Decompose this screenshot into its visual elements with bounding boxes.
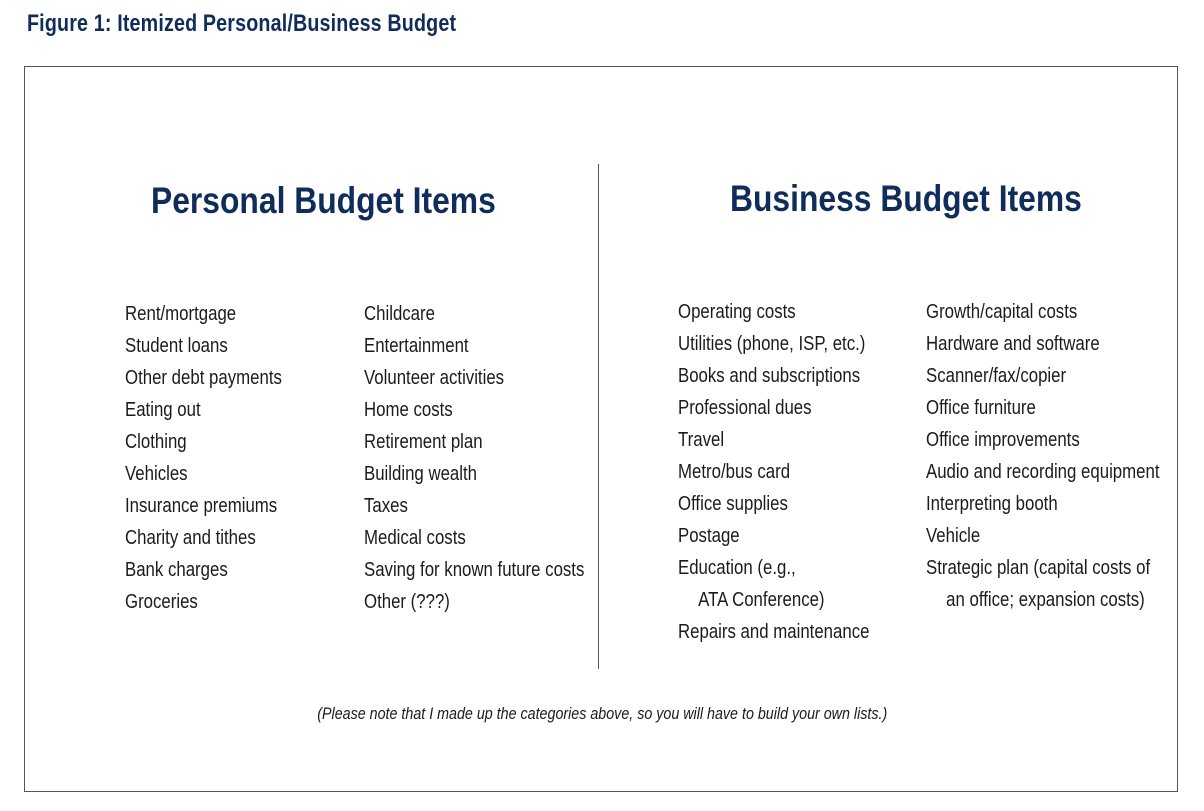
list-item: Vehicles	[125, 463, 188, 485]
list-item: Scanner/fax/copier	[926, 365, 1067, 387]
list-item: Audio and recording equipment	[926, 461, 1160, 483]
list-item: Metro/bus card	[678, 461, 791, 483]
list-item: Charity and tithes	[125, 527, 256, 549]
personal-heading: Personal Budget Items	[151, 180, 496, 221]
list-item: Saving for known future costs	[364, 559, 585, 581]
list-item: Interpreting booth	[926, 493, 1058, 515]
list-item: Growth/capital costs	[926, 301, 1078, 323]
list-item: ATA Conference)	[698, 589, 825, 611]
footnote-text: (Please note that I made up the categories above, so you will have to build your own lists.)	[317, 704, 887, 723]
list-item: Childcare	[364, 303, 435, 325]
list-item: Books and subscriptions	[678, 365, 861, 387]
list-item: Eating out	[125, 399, 201, 421]
footnote	[0, 704, 1204, 724]
list-item: Insurance premiums	[125, 495, 278, 517]
list-item: Volunteer activities	[364, 367, 505, 389]
personal-list-col2	[364, 298, 626, 618]
list-item: Groceries	[125, 591, 198, 613]
list-item: Bank charges	[125, 559, 228, 581]
list-item: an office; expansion costs)	[946, 589, 1145, 611]
business-list-col1	[678, 296, 906, 648]
personal-list-col1	[125, 298, 312, 618]
list-item: Utilities (phone, ISP, etc.)	[678, 333, 866, 355]
list-item: Strategic plan (capital costs of	[926, 557, 1151, 579]
figure-title: Figure 1: Itemized Personal/Business Budget	[27, 10, 457, 37]
list-item: Other (???)	[364, 591, 450, 613]
business-heading: Business Budget Items	[730, 178, 1082, 219]
list-item: Professional dues	[678, 397, 812, 419]
list-item: Postage	[678, 525, 740, 547]
list-item: Operating costs	[678, 301, 796, 323]
list-item: Office improvements	[926, 429, 1080, 451]
list-item: Student loans	[125, 335, 228, 357]
list-item: Taxes	[364, 495, 408, 517]
list-item: Medical costs	[364, 527, 466, 549]
list-item: Vehicle	[926, 525, 981, 547]
list-item: Office furniture	[926, 397, 1036, 419]
list-item: Hardware and software	[926, 333, 1100, 355]
list-item: Other debt payments	[125, 367, 282, 389]
list-item: Building wealth	[364, 463, 478, 485]
business-list-col2	[926, 296, 1204, 616]
list-item: Travel	[678, 429, 725, 451]
list-item: Education (e.g.,	[678, 557, 796, 579]
list-item: Home costs	[364, 399, 453, 421]
list-item: Rent/mortgage	[125, 303, 237, 325]
list-item: Repairs and maintenance	[678, 621, 870, 643]
list-item: Office supplies	[678, 493, 788, 515]
list-item: Entertainment	[364, 335, 469, 357]
list-item: Retirement plan	[364, 431, 483, 453]
list-item: Clothing	[125, 431, 187, 453]
